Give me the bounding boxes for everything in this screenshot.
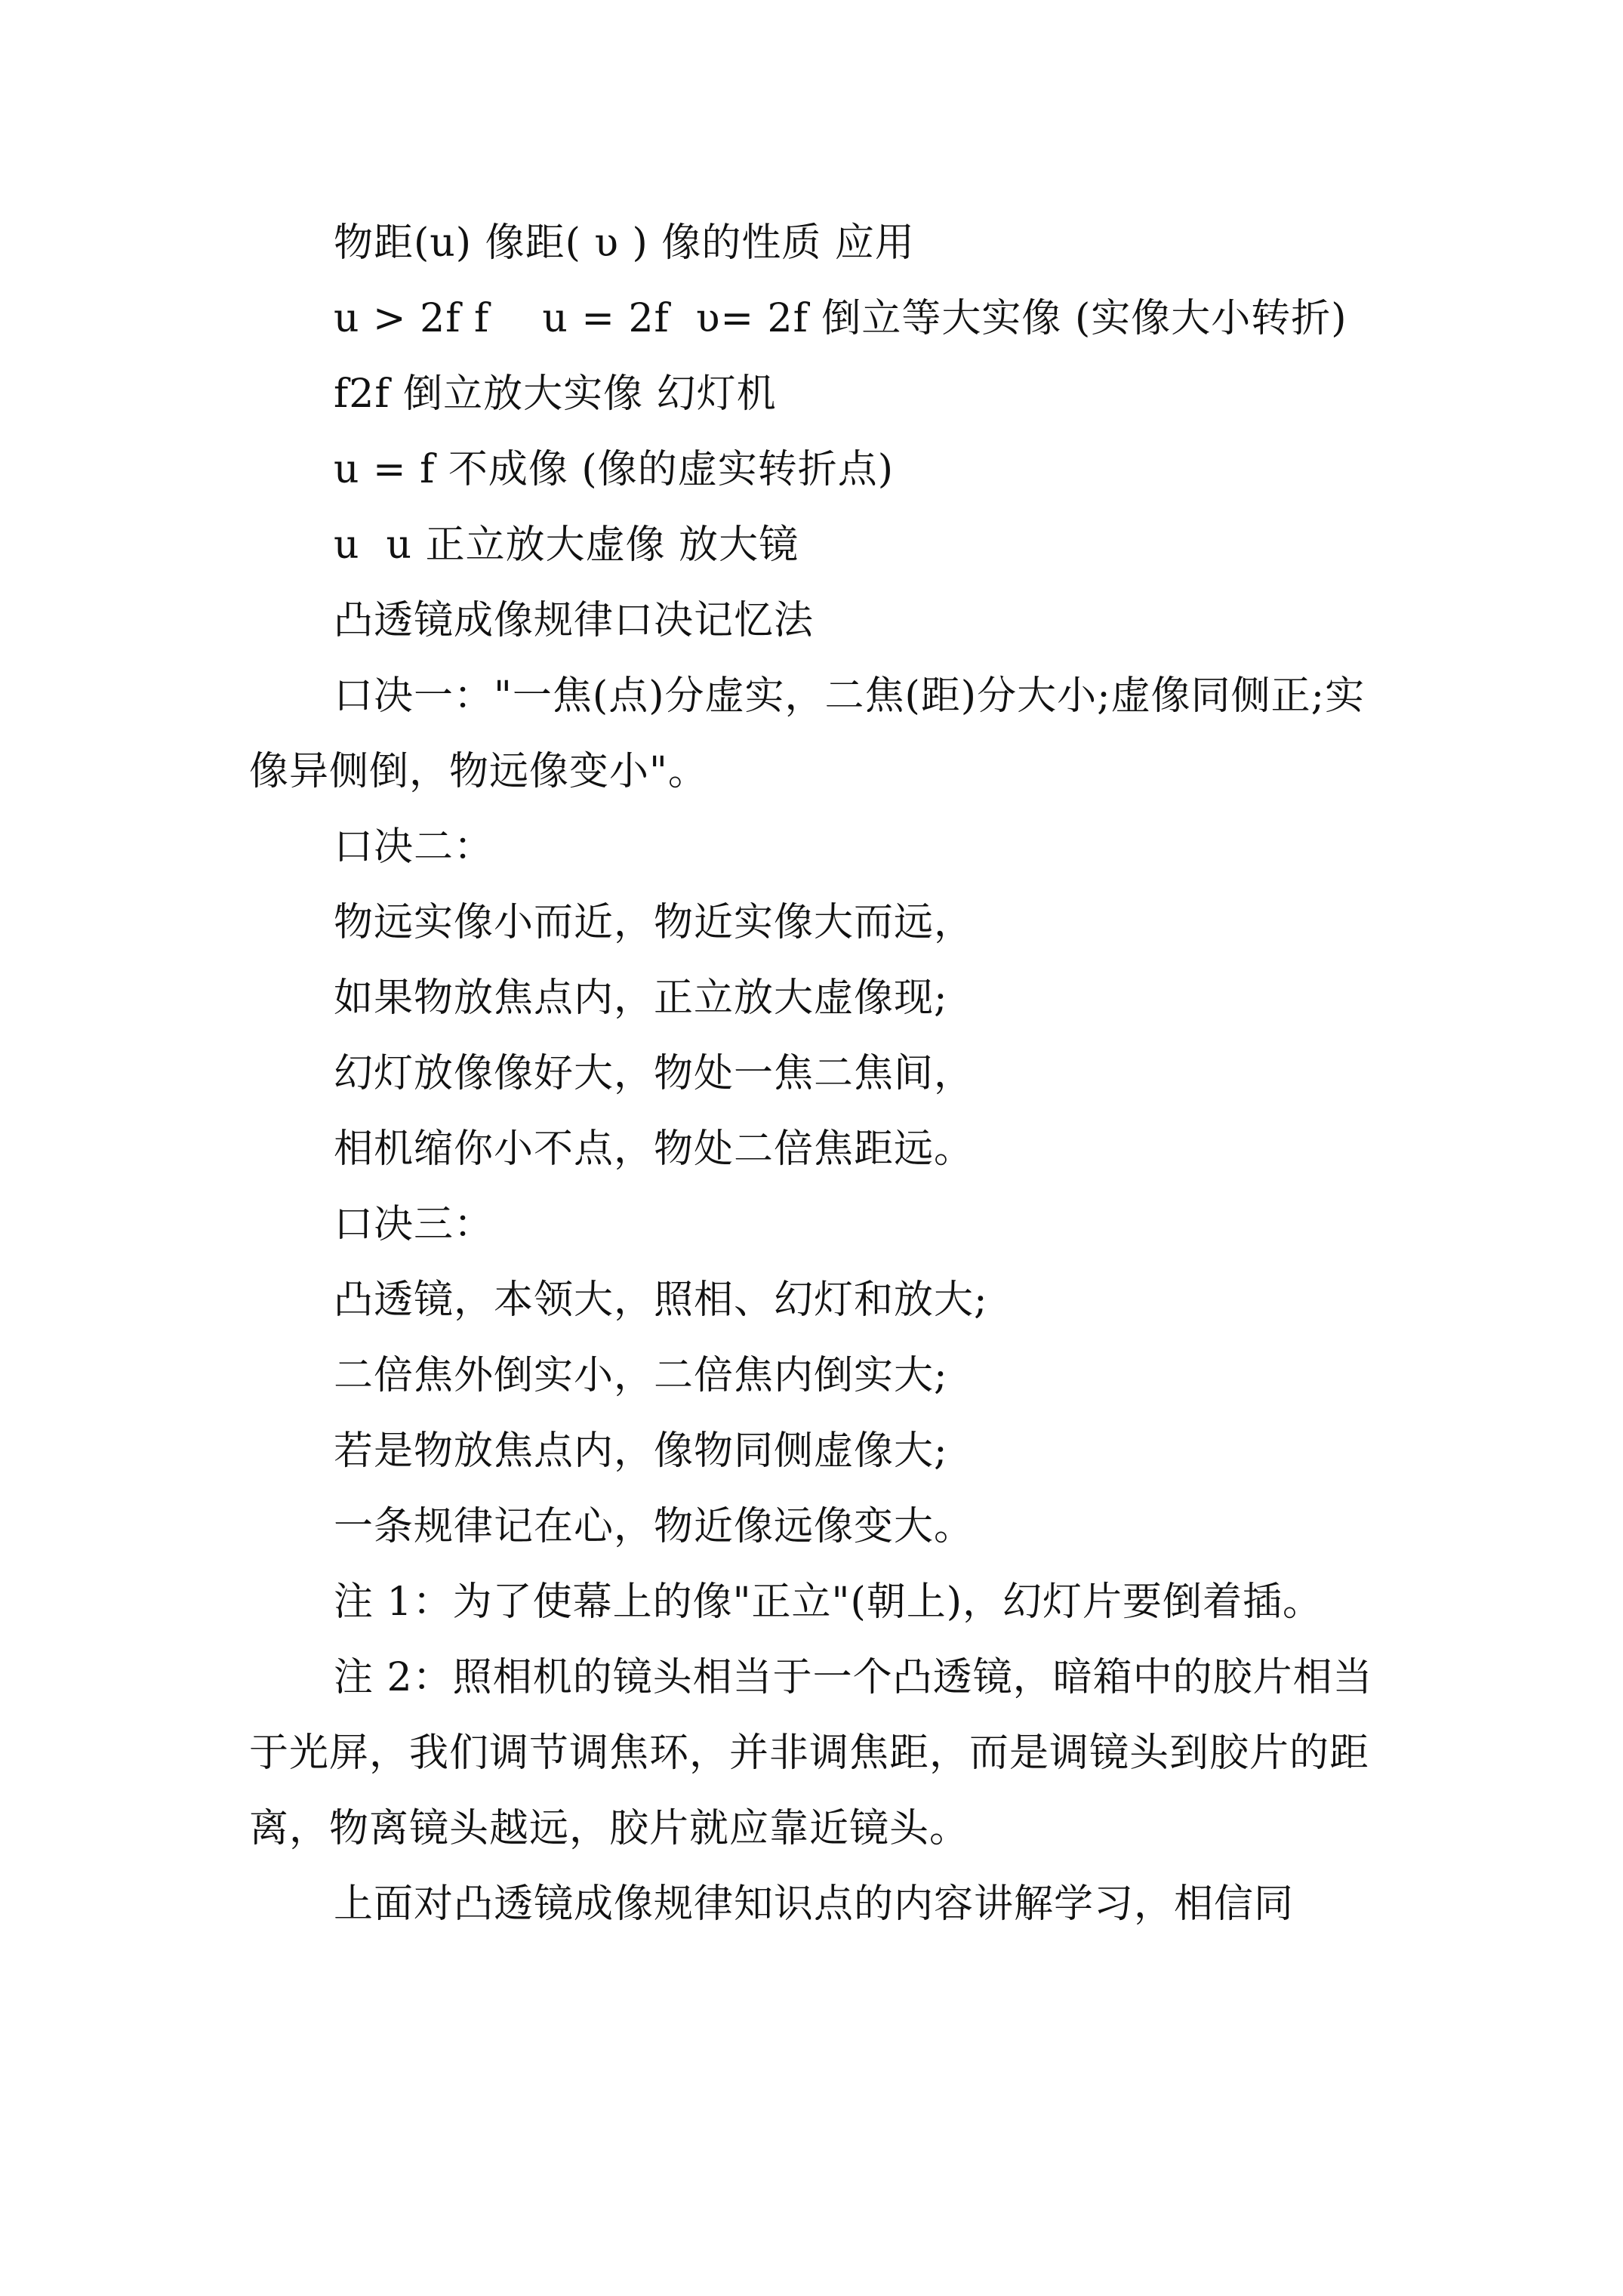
document-body — [249, 205, 1381, 1942]
mnemonic-three-line-2: 二倍焦外倒实小，二倍焦内倒实大; — [334, 1353, 948, 1398]
closing-paragraph: 上面对凸透镜成像规律知识点的内容讲解学习，相信同 — [334, 1881, 1295, 1927]
mnemonic-two-line-4: 相机缩你小不点，物处二倍焦距远。 — [334, 1126, 975, 1172]
mnemonic-three-line-4: 一条规律记在心，物近像远像变大。 — [334, 1504, 975, 1549]
mnemonic-three-line-3: 若是物放焦点内，像物同侧虚像大; — [334, 1428, 948, 1474]
mnemonic-three-line-1: 凸透镜，本领大，照相、幻灯和放大; — [334, 1277, 988, 1323]
mnemonic-two-line-2: 如果物放焦点内，正立放大虚像现; — [334, 975, 948, 1021]
mnemonic-two-line-3: 幻灯放像像好大，物处一焦二焦间， — [334, 1051, 975, 1096]
rule-u-equals-f: u = f 不成像 (像的虚实转折点) — [334, 447, 894, 492]
table-header-line: 物距(u) 像距( υ ) 像的性质 应用 — [334, 220, 915, 266]
rule-u-greater-2f: u > 2f f u = 2f υ= 2f 倒立等大实像 (实像大小转折) — [334, 296, 1347, 341]
note-2: 注 2：照相机的镜头相当于一个凸透镜，暗箱中的胶片相当于光屏，我们调节调焦环，并非调焦距，而是调镜头到胶片的距离，物离镜头越远，胶片就应靠近镜头。 — [249, 1655, 1373, 1851]
note-1: 注 1：为了使幕上的像"正立"(朝上)，幻灯片要倒着插。 — [334, 1579, 1323, 1625]
rule-u-less-f: u u 正立放大虚像 放大镜 — [334, 522, 799, 568]
mnemonic-two-line-1: 物远实像小而近，物近实像大而远， — [334, 900, 975, 945]
mnemonic-two-heading: 口决二： — [334, 824, 494, 870]
mnemonic-heading: 凸透镜成像规律口决记忆法 — [334, 598, 815, 643]
mnemonic-one: 口决一："一焦(点)分虚实，二焦(距)分大小;虚像同侧正;实像异侧倒，物远像变小"。 — [249, 673, 1366, 794]
mnemonic-three-heading: 口决三： — [334, 1202, 494, 1247]
rule-f-2f: f2f 倒立放大实像 幻灯机 — [334, 371, 777, 417]
